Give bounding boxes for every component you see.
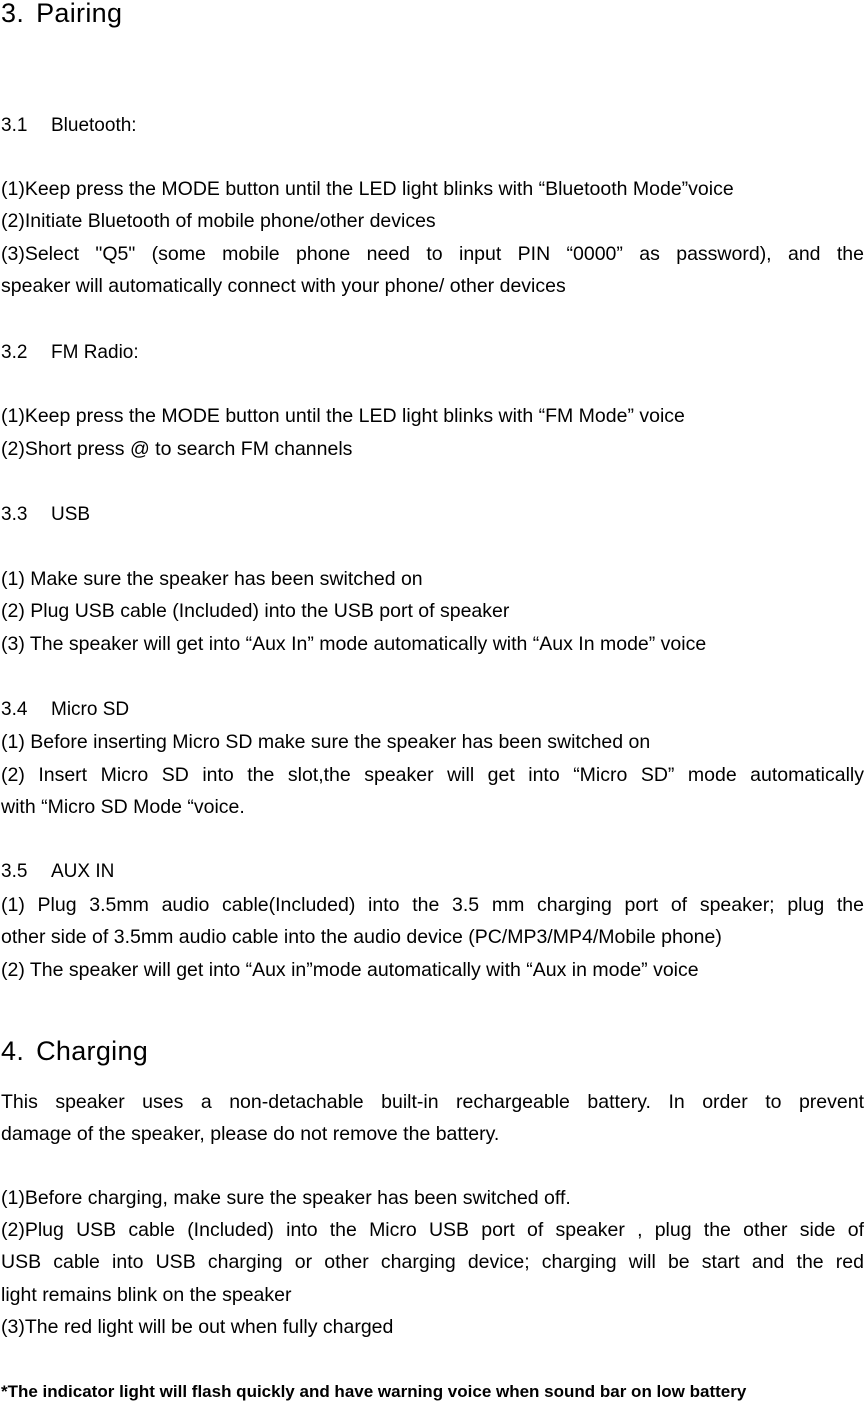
subsection-number: 3.5 [1, 861, 28, 882]
charging-step-2-line-2: USB cable into USB charging or other charging device; charging will be start and the red [1, 1251, 864, 1273]
subsection-title: Micro SD [51, 699, 130, 720]
subsection-heading-bluetooth [1, 114, 137, 138]
bluetooth-step-2: (2)Initiate Bluetooth of mobile phone/other devices [1, 210, 436, 232]
charging-step-1: (1)Before charging, make sure the speaker has been switched off. [1, 1187, 571, 1209]
bluetooth-step-3-line-2: speaker will automatically connect with your phone/ other devices [1, 275, 566, 297]
subsection-title: FM Radio: [51, 342, 139, 363]
subsection-heading-fm-radio [1, 341, 139, 365]
section-number: 3. [1, 0, 25, 28]
charging-step-2-line-3: light remains blink on the speaker [1, 1284, 292, 1306]
charging-intro-line-1: This speaker uses a non-detachable built-in rechargeable battery. In order to prevent [1, 1091, 864, 1113]
subsection-heading-usb [1, 503, 90, 527]
auxin-step-1-line-1: (1) Plug 3.5mm audio cable(Included) into the 3.5 mm charging port of speaker; plug the [1, 894, 864, 916]
subsection-number: 3.3 [1, 504, 28, 525]
subsection-number: 3.2 [1, 342, 28, 363]
usb-step-1: (1) Make sure the speaker has been switched on [1, 568, 423, 590]
microsd-step-2-line-2: with “Micro SD Mode “voice. [1, 796, 245, 818]
auxin-step-2: (2) The speaker will get into “Aux in”mode automatically with “Aux in mode” voice [1, 959, 699, 981]
fm-step-1: (1)Keep press the MODE button until the LED light blinks with “FM Mode” voice [1, 405, 685, 427]
charging-intro-line-2: damage of the speaker, please do not remove the battery. [1, 1123, 500, 1145]
auxin-step-1-line-2: other side of 3.5mm audio cable into the audio device (PC/MP3/MP4/Mobile phone) [1, 926, 722, 948]
bluetooth-step-1: (1)Keep press the MODE button until the LED light blinks with “Bluetooth Mode”voice [1, 178, 734, 200]
microsd-step-2-line-1: (2) Insert Micro SD into the slot,the speaker will get into “Micro SD” mode automatically [1, 764, 864, 786]
section-title: Charging [36, 1036, 149, 1066]
bluetooth-step-3-line-1: (3)Select "Q5" (some mobile phone need to input PIN “0000” as password), and the [1, 243, 864, 265]
subsection-heading-aux-in [1, 860, 114, 884]
subsection-title: Bluetooth: [51, 115, 137, 136]
low-battery-note: *The indicator light will flash quickly and have warning voice when sound bar on low battery [1, 1382, 747, 1401]
fm-step-2: (2)Short press @ to search FM channels [1, 438, 353, 460]
usb-step-2: (2) Plug USB cable (Included) into the USB port of speaker [1, 600, 510, 622]
section-number: 4. [1, 1036, 25, 1066]
subsection-title: AUX IN [51, 861, 115, 882]
subsection-title: USB [51, 504, 91, 525]
subsection-number: 3.4 [1, 699, 28, 720]
subsection-number: 3.1 [1, 115, 28, 136]
microsd-step-1: (1) Before inserting Micro SD make sure the speaker has been switched on [1, 731, 651, 753]
subsection-heading-micro-sd [1, 698, 129, 722]
section-heading-pairing [1, 0, 122, 29]
section-heading-charging [1, 1035, 148, 1067]
charging-step-2-line-1: (2)Plug USB cable (Included) into the Micro USB port of speaker , plug the other side of [1, 1219, 864, 1241]
charging-step-3: (3)The red light will be out when fully charged [1, 1316, 394, 1338]
section-title: Pairing [36, 0, 123, 28]
usb-step-3: (3) The speaker will get into “Aux In” mode automatically with “Aux In mode” voice [1, 633, 707, 655]
